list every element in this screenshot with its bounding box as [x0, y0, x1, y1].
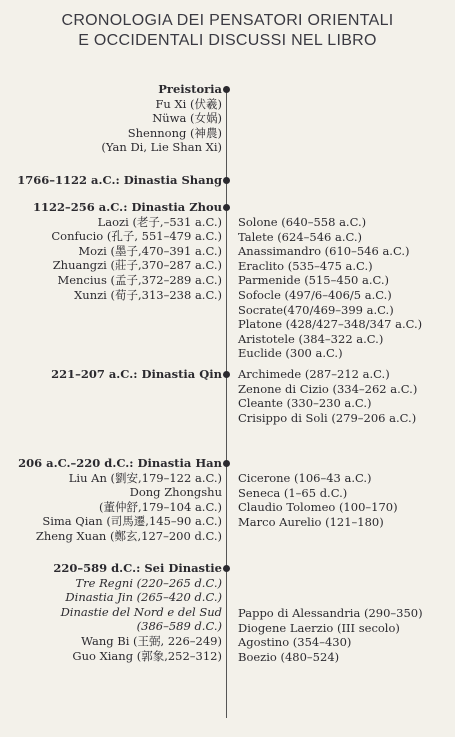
section-heading: Preistoria [158, 82, 222, 96]
thinker-entry: (董仲舒,179–104 a.C.) [99, 499, 222, 514]
section-preistoria-left [101, 82, 222, 155]
thinker-entry: Marco Aurelio (121–180) [238, 514, 384, 529]
dynasty-entry: Tre Regni (220–265 d.C.) [75, 575, 222, 590]
thinker-entry: Zenone di Cizio (334–262 a.C.) [238, 381, 418, 396]
thinker-entry: Crisippo di Soli (279–206 a.C.) [238, 410, 417, 425]
timeline-dot-sei [223, 565, 230, 572]
thinker-entry: (Yan Di, Lie Shan Xi) [101, 140, 222, 155]
thinker-entry: Guo Xiang (郭象,252–312) [72, 648, 222, 663]
thinker-entry: Confucio (孔子, 551–479 a.C.) [51, 229, 222, 244]
thinker-entry: Wang Bi (王弼, 226–249) [81, 633, 222, 648]
thinker-entry: Shennong (神農) [127, 125, 222, 140]
thinker-entry: Anassimandro (610–546 a.C.) [238, 244, 410, 259]
thinker-entry: Parmenide (515–450 a.C.) [238, 273, 390, 288]
thinker-entry: Euclide (300 a.C.) [238, 346, 343, 361]
thinker-entry: Nüwa (女娲) [152, 111, 222, 126]
section-sei-right [238, 606, 423, 664]
thinker-entry: Agostino (354–430) [238, 635, 352, 650]
section-sei-left [53, 561, 222, 663]
thinker-entry: Liu An (劉安,179–122 a.C.) [68, 470, 222, 485]
thinker-entry: Zhuangzi (莊子,370–287 a.C.) [52, 258, 222, 273]
thinker-entry: Cleante (330–230 a.C.) [238, 396, 372, 411]
thinker-entry: Claudio Tolomeo (100–170) [238, 500, 398, 515]
thinker-entry: Cicerone (106–43 a.C.) [238, 471, 372, 485]
thinker-entry: Socrate(470/469–399 a.C.) [238, 302, 394, 317]
section-heading: 1766–1122 a.C.: Dinastia Shang [17, 173, 222, 187]
timeline-dot-zhou [223, 204, 230, 211]
thinker-entry: Laozi (老子,–531 a.C.) [97, 214, 222, 229]
dynasty-entry: Dinastie del Nord e del Sud [60, 604, 222, 619]
section-heading: 220–589 d.C.: Sei Dinastie [53, 561, 222, 575]
page-title-line-1: CRONOLOGIA DEI PENSATORI ORIENTALI [61, 12, 394, 29]
thinker-entry: Talete (624–546 a.C.) [238, 229, 363, 244]
section-zhou-left [33, 200, 222, 302]
thinker-entry: Aristotele (384–322 a.C.) [238, 331, 384, 346]
thinker-entry: Pappo di Alessandria (290–350) [238, 606, 423, 620]
timeline-dot-shang [223, 177, 230, 184]
dynasty-entry: Dinastia Jin (265–420 d.C.) [65, 590, 222, 605]
thinker-entry: Solone (640–558 a.C.) [238, 215, 367, 229]
thinker-entry: Dong Zhongshu [129, 485, 222, 500]
section-qin-right [238, 367, 417, 425]
section-heading: 1122–256 a.C.: Dinastia Zhou [33, 200, 222, 214]
thinker-entry: Eraclito (535–475 a.C.) [238, 258, 373, 273]
thinker-entry: Fu Xi (伏羲) [155, 96, 222, 111]
timeline-dot-preistoria [223, 86, 230, 93]
thinker-entry: Diogene Laerzio (III secolo) [238, 620, 400, 635]
section-zhou-right [238, 215, 422, 361]
thinker-entry: Platone (428/427–348/347 a.C.) [238, 317, 423, 332]
page-title-line-2: E OCCIDENTALI DISCUSSI NEL LIBRO [78, 32, 377, 49]
dynasty-entry: (386–589 d.C.) [136, 619, 222, 634]
thinker-entry: Sofocle (497/6–406/5 a.C.) [238, 287, 392, 302]
timeline-dot-qin [223, 371, 230, 378]
thinker-entry: Sima Qian (司馬遷,145–90 a.C.) [42, 514, 222, 529]
thinker-entry: Boezio (480–524) [238, 649, 340, 664]
section-heading: 221–207 a.C.: Dinastia Qin [51, 367, 222, 381]
thinker-entry: Mencius (孟子,372–289 a.C.) [57, 272, 222, 287]
thinker-entry: Zheng Xuan (鄭玄,127–200 d.C.) [35, 528, 222, 543]
thinker-entry: Mozi (墨子,470–391 a.C.) [78, 243, 222, 258]
section-han-left [18, 456, 222, 544]
timeline-dot-han [223, 460, 230, 467]
section-shang-left [17, 173, 222, 188]
section-qin-left [51, 367, 222, 382]
thinker-entry: Archimede (287–212 a.C.) [238, 367, 390, 381]
section-heading: 206 a.C.–220 d.C.: Dinastia Han [18, 456, 222, 470]
section-han-right [238, 471, 398, 529]
thinker-entry: Xunzi (荀子,313–238 a.C.) [74, 287, 222, 302]
thinker-entry: Seneca (1–65 d.C.) [238, 485, 348, 500]
